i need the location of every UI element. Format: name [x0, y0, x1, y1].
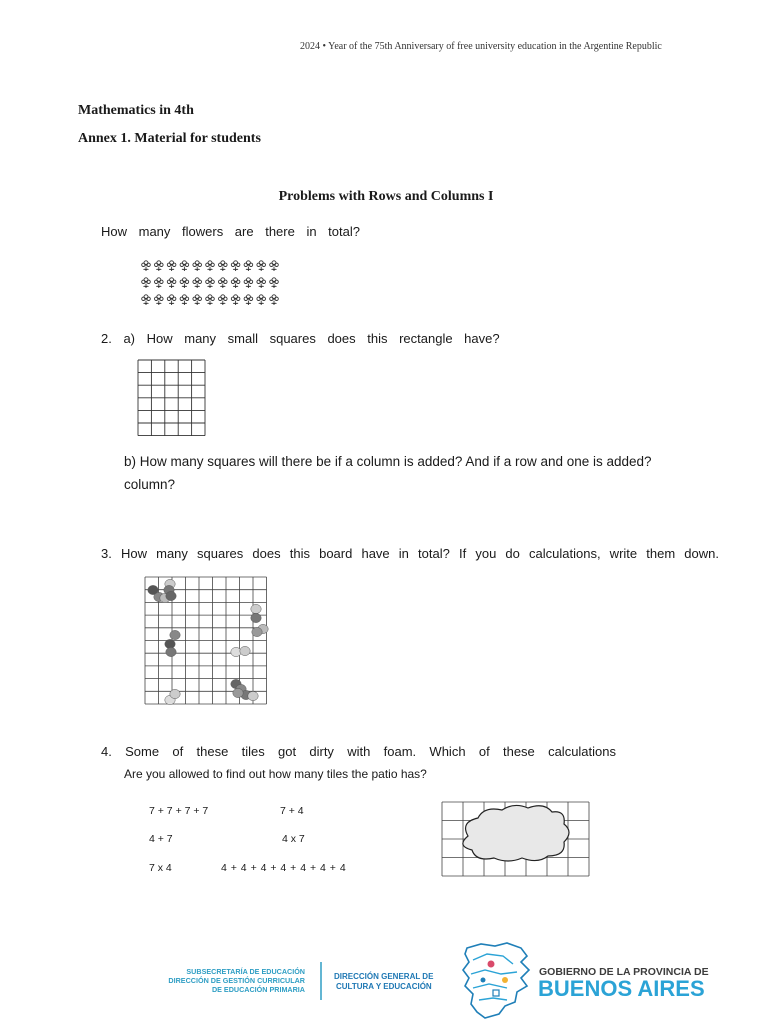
flower-icon — [244, 261, 253, 271]
counter-chip — [170, 630, 180, 639]
flower-icon — [142, 261, 151, 271]
flower-icon — [155, 261, 164, 271]
flower-icon — [193, 278, 202, 288]
flower-icon — [167, 295, 176, 305]
rectangle-grid-lines — [138, 360, 205, 436]
foam-cloud — [463, 805, 569, 861]
board-grid — [140, 574, 272, 708]
flower-icon — [270, 295, 279, 305]
footer-subsecretaria: SUBSECRETARÍA DE EDUCACIÓN — [186, 967, 305, 976]
flower-icon — [219, 295, 228, 305]
flower-icon — [231, 261, 240, 271]
calc-option-4: 4 x 7 — [282, 833, 305, 845]
counter-chip — [251, 604, 261, 613]
footer-buenos-aires: BUENOS AIRES — [538, 976, 705, 1001]
flower-icon — [142, 295, 151, 305]
footer-direccion-gestion: DIRECCIÓN DE GESTIÓN CURRICULAR — [168, 976, 305, 985]
flower-icon — [244, 278, 253, 288]
footer-direccion-general: DIRECCIÓN GENERAL DE — [334, 972, 434, 981]
flower-icon — [219, 261, 228, 271]
flower-icon — [219, 278, 228, 288]
flower-icon — [231, 278, 240, 288]
flower-icon — [193, 261, 202, 271]
question-3: 3. How many squares does this board have in total? If you do calculations, write them down. — [101, 546, 719, 561]
footer-educacion-primaria: DE EDUCACIÓN PRIMARIA — [211, 985, 305, 994]
flower-icon — [167, 261, 176, 271]
flower-icon — [206, 278, 215, 288]
flower-icon — [244, 295, 253, 305]
calc-option-2: 7 + 4 — [280, 805, 304, 817]
board-counters — [148, 579, 268, 704]
flower-icon — [180, 261, 189, 271]
flower-array — [139, 256, 289, 311]
question-2b-line2: column? — [124, 477, 176, 492]
calc-option-5: 7 x 4 — [149, 862, 172, 874]
patio-grid — [440, 800, 592, 880]
flower-icon — [155, 278, 164, 288]
flower-icon — [231, 295, 240, 305]
header-note: 2024 • Year of the 75th Anniversary of free university education in the Argentine Republic — [300, 41, 662, 52]
counter-chip — [231, 647, 241, 656]
counter-chip — [165, 639, 175, 648]
question-4-line2: Are you allowed to find out how many tiles the patio has? — [124, 767, 427, 781]
flower-icon — [257, 295, 266, 305]
calc-option-3: 4 + 7 — [149, 833, 173, 845]
flower-icon — [257, 261, 266, 271]
flower-icon — [180, 295, 189, 305]
annex-heading: Annex 1. Material for students — [78, 131, 261, 146]
subject-heading: Mathematics in 4th — [78, 103, 194, 118]
flower-icon — [257, 278, 266, 288]
question-2a: 2. a) How many small squares does this rectangle have? — [101, 331, 500, 346]
flower-icon — [193, 295, 202, 305]
flower-icon — [270, 261, 279, 271]
footer-cultura-educacion: CULTURA Y EDUCACIÓN — [336, 982, 432, 991]
counter-chip — [240, 646, 250, 655]
counter-chip — [233, 688, 243, 697]
question-1: How many flowers are there in total? — [101, 224, 360, 239]
page-title: Problems with Rows and Columns I — [278, 189, 494, 204]
flower-icon — [206, 295, 215, 305]
rectangle-grid — [137, 359, 207, 437]
question-2b-line1: b) How many squares will there be if a column is added? And if a row and one is added? — [124, 454, 652, 469]
counter-chip — [248, 691, 258, 700]
flower-icon — [167, 278, 176, 288]
calc-option-6: 4 + 4 + 4 + 4 + 4 + 4 + 4 — [221, 862, 346, 874]
buenos-aires-province-icon — [463, 943, 529, 1018]
counter-chip — [251, 613, 261, 622]
counter-chip — [252, 627, 262, 636]
counter-chip — [170, 689, 180, 698]
flower-icon — [270, 278, 279, 288]
question-4-line1: 4. Some of these tiles got dirty with foam. Which of these calculations — [101, 744, 616, 759]
counter-chip — [166, 647, 176, 656]
counter-chip — [166, 591, 176, 600]
calc-option-1: 7 + 7 + 7 + 7 — [149, 805, 209, 817]
flower-icon — [155, 295, 164, 305]
footer-gobierno: GOBIERNO DE LA PROVINCIA DE — [539, 966, 709, 978]
footer-logos — [155, 940, 725, 1020]
flower-icon — [180, 278, 189, 288]
flower-icon — [142, 278, 151, 288]
flower-icon — [206, 261, 215, 271]
